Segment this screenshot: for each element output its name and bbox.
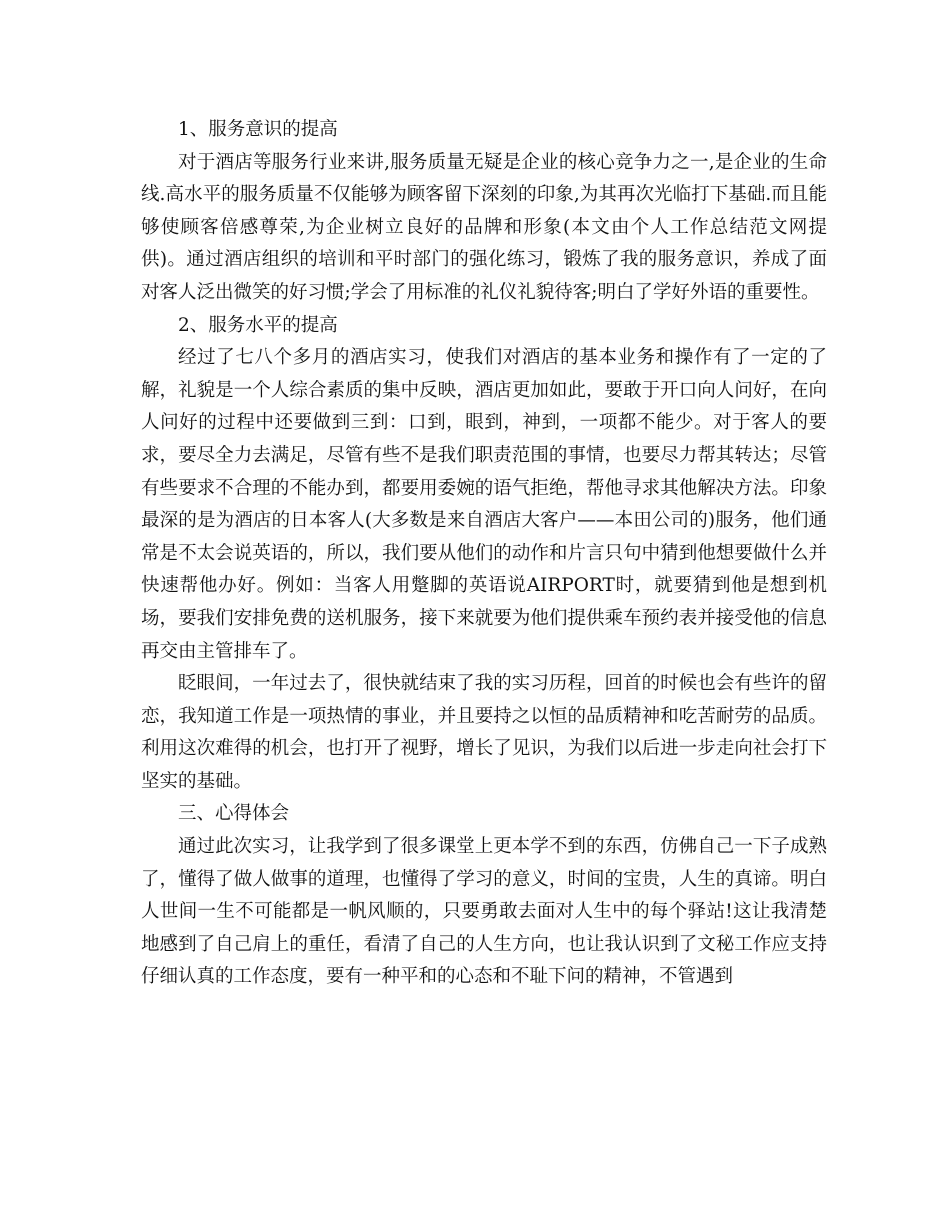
paragraph-service-awareness: 对于酒店等服务行业来讲,服务质量无疑是企业的核心竞争力之一,是企业的生命线.高水平的服务质量不仅能够为顾客留下深刻的印象,为其再次光临打下基础.而且能够使顾客倍感尊荣,为企业树立良好的品牌和形象(本文由个人工作总结范文网提供)。通过酒店组织的培训和平时部门的强化练习，锻炼了我的服务意识，养成了面对客人泛出微笑的好习惯;学会了用标准的礼仪礼貌待客;明白了学好外语的重要性。 — [141, 151, 827, 303]
paragraph-experience: 通过此次实习，让我学到了很多课堂上更本学不到的东西，仿佛自己一下子成熟了，懂得了做人做事的道理，也懂得了学习的意义，时间的宝贵，人生的真谛。明白人世间一生不可能都是一帆风顺的，只要勇敢去面对人生中的每个驿站!这让我清楚地感到了自己肩上的重任，看清了自己的人生方向，也让我认识到了文秘工作应支持仔细认真的工作态度，要有一种平和的心态和不耻下问的精神，不管遇到 — [141, 836, 827, 988]
document-body — [141, 114, 827, 994]
paragraph-service-level: 经过了七八个多月的酒店实习，使我们对酒店的基本业务和操作有了一定的了解，礼貌是一个人综合素质的集中反映，酒店更加如此，要敢于开口向人问好，在向人问好的过程中还要做到三到：口到，眼到，神到，一项都不能少。对于客人的要求，要尽全力去满足，尽管有些不是我们职责范围的事情，也要尽力帮其转达；尽管有些要求不合理的不能办到，都要用委婉的语气拒绝，帮他寻求其他解决方法。印象最深的是为酒店的日本客人(大多数是来自酒店大客户——本田公司的)服务，他们通常是不太会说英语的，所以，我们要从他们的动作和片言只句中猜到他想要做什么并快速帮他办好。例如：当客人用蹩脚的英语说AIRPORT时，就要猜到他是想到机场，要我们安排免费的送机服务，接下来就要为他们提供乘车预约表并接受他的信息再交由主管排车了。 — [141, 347, 827, 662]
paragraph-internship-reflection: 眨眼间，一年过去了，很快就结束了我的实习历程，回首的时候也会有些许的留恋，我知道工作是一项热情的事业，并且要持之以恒的品质精神和吃苦耐劳的品质。利用这次难得的机会，也打开了视野，增长了见识，为我们以后进一步走向社会打下坚实的基础。 — [141, 673, 827, 792]
section-heading-service-awareness: 1、服务意识的提高 — [178, 119, 338, 140]
section-heading-experience: 三、心得体会 — [178, 803, 290, 825]
section-heading-service-level: 2、服务水平的提高 — [178, 314, 338, 336]
